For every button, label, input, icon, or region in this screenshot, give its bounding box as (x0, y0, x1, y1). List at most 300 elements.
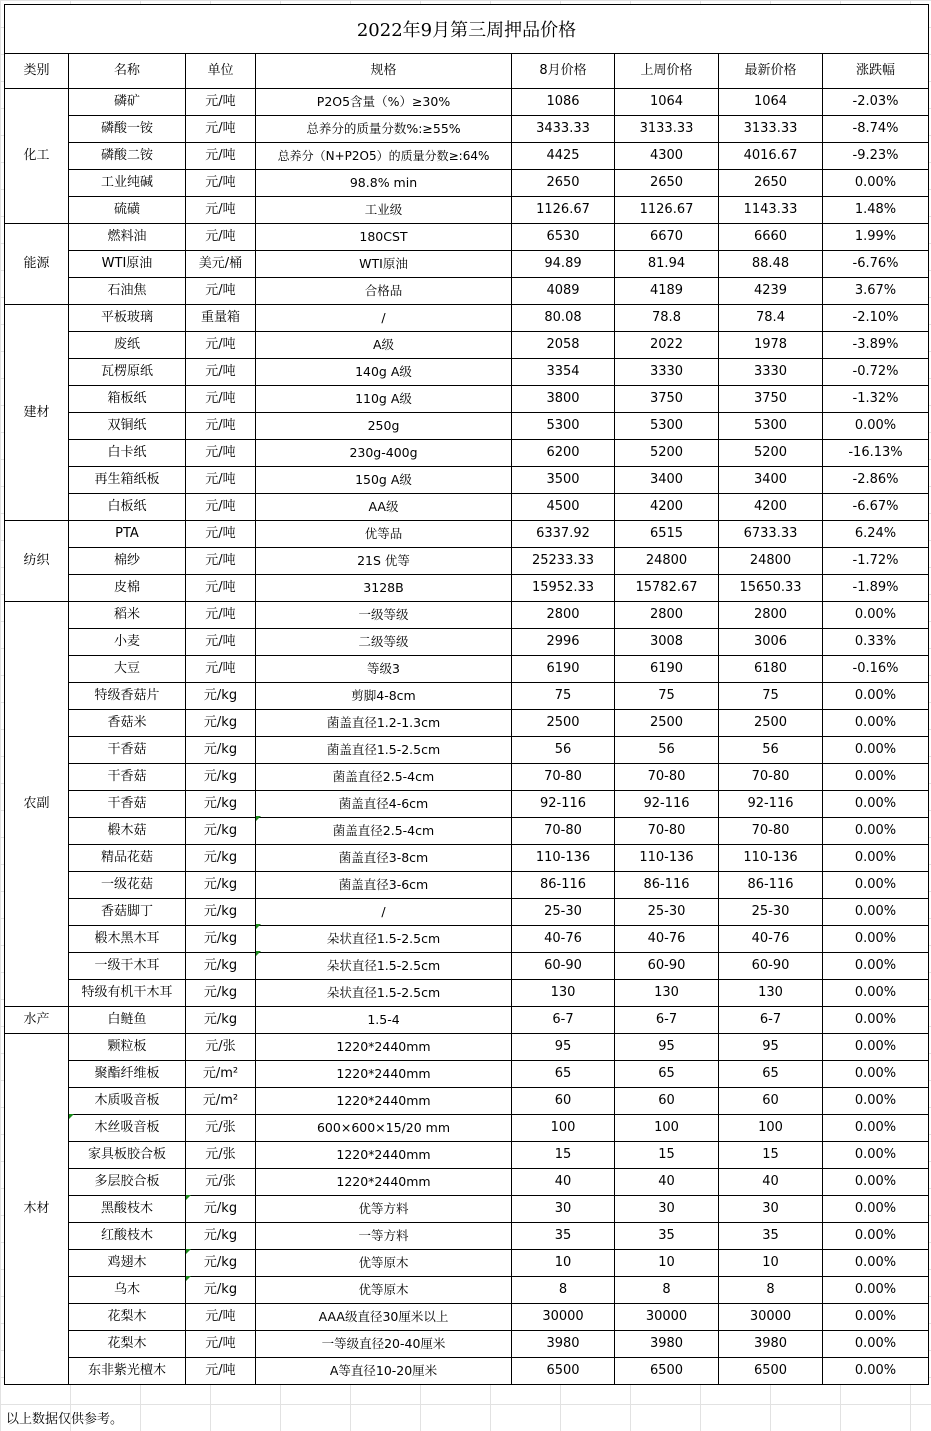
unit-cell[interactable]: 元/吨 (186, 386, 256, 413)
name-cell[interactable]: 木丝吸音板 (69, 1115, 186, 1142)
unit-cell[interactable]: 元/张 (186, 1115, 256, 1142)
last-week-price-cell[interactable]: 92-116 (615, 791, 719, 818)
name-cell[interactable]: PTA (69, 521, 186, 548)
unit-cell[interactable]: 元/吨 (186, 494, 256, 521)
change-cell[interactable]: 0.00% (823, 1088, 929, 1115)
last-week-price-cell[interactable]: 95 (615, 1034, 719, 1061)
aug-price-cell[interactable]: 2800 (512, 602, 615, 629)
latest-price-cell[interactable]: 88.48 (719, 251, 823, 278)
header-cell-change[interactable]: 涨跌幅 (823, 54, 929, 89)
latest-price-cell[interactable]: 92-116 (719, 791, 823, 818)
category-cell[interactable]: 水产 (5, 1007, 69, 1034)
last-week-price-cell[interactable]: 78.8 (615, 305, 719, 332)
comment-marker-icon[interactable] (186, 1249, 191, 1254)
unit-cell[interactable]: 元/m² (186, 1061, 256, 1088)
latest-price-cell[interactable]: 15 (719, 1142, 823, 1169)
name-cell[interactable]: 磷矿 (69, 89, 186, 116)
spec-cell[interactable]: A级 (256, 332, 512, 359)
category-cell[interactable]: 纺织 (5, 521, 69, 602)
aug-price-cell[interactable]: 100 (512, 1115, 615, 1142)
latest-price-cell[interactable]: 3133.33 (719, 116, 823, 143)
unit-cell[interactable]: 元/kg (186, 1196, 256, 1223)
aug-price-cell[interactable]: 10 (512, 1250, 615, 1277)
unit-cell[interactable]: 元/吨 (186, 629, 256, 656)
change-cell[interactable]: -0.72% (823, 359, 929, 386)
name-cell[interactable]: 小麦 (69, 629, 186, 656)
change-cell[interactable]: 0.00% (823, 683, 929, 710)
aug-price-cell[interactable]: 65 (512, 1061, 615, 1088)
change-cell[interactable]: -6.76% (823, 251, 929, 278)
name-cell[interactable]: 花梨木 (69, 1304, 186, 1331)
aug-price-cell[interactable]: 3354 (512, 359, 615, 386)
comment-marker-icon[interactable] (256, 951, 261, 956)
change-cell[interactable]: 0.00% (823, 953, 929, 980)
name-cell[interactable]: WTI原油 (69, 251, 186, 278)
name-cell[interactable]: 乌木 (69, 1277, 186, 1304)
latest-price-cell[interactable]: 25-30 (719, 899, 823, 926)
spec-cell[interactable]: 优等原木 (256, 1277, 512, 1304)
name-cell[interactable]: 白鲢鱼 (69, 1007, 186, 1034)
name-cell[interactable]: 精品花菇 (69, 845, 186, 872)
name-cell[interactable]: 硫磺 (69, 197, 186, 224)
change-cell[interactable]: 0.00% (823, 737, 929, 764)
latest-price-cell[interactable]: 8 (719, 1277, 823, 1304)
aug-price-cell[interactable]: 6500 (512, 1358, 615, 1385)
aug-price-cell[interactable]: 15952.33 (512, 575, 615, 602)
header-cell-category[interactable]: 类别 (5, 54, 69, 89)
change-cell[interactable]: 0.00% (823, 1223, 929, 1250)
latest-price-cell[interactable]: 86-116 (719, 872, 823, 899)
aug-price-cell[interactable]: 2500 (512, 710, 615, 737)
latest-price-cell[interactable]: 100 (719, 1115, 823, 1142)
aug-price-cell[interactable]: 35 (512, 1223, 615, 1250)
name-cell[interactable]: 香菇脚丁 (69, 899, 186, 926)
change-cell[interactable]: 0.00% (823, 1061, 929, 1088)
change-cell[interactable]: 0.00% (823, 602, 929, 629)
last-week-price-cell[interactable]: 10 (615, 1250, 719, 1277)
change-cell[interactable]: 6.24% (823, 521, 929, 548)
latest-price-cell[interactable]: 30000 (719, 1304, 823, 1331)
spec-cell[interactable]: 110g A级 (256, 386, 512, 413)
aug-price-cell[interactable]: 40 (512, 1169, 615, 1196)
comment-marker-icon[interactable] (186, 1276, 191, 1281)
latest-price-cell[interactable]: 24800 (719, 548, 823, 575)
spec-cell[interactable]: 一级等级 (256, 602, 512, 629)
spec-cell[interactable]: 朵状直径1.5-2.5cm (256, 980, 512, 1007)
spec-cell[interactable]: 一等级直径20-40厘米 (256, 1331, 512, 1358)
change-cell[interactable]: 0.00% (823, 1007, 929, 1034)
spec-cell[interactable]: 优等方料 (256, 1196, 512, 1223)
unit-cell[interactable]: 元/吨 (186, 197, 256, 224)
spec-cell[interactable]: 菌盖直径2.5-4cm (256, 818, 512, 845)
change-cell[interactable]: 0.00% (823, 1142, 929, 1169)
latest-price-cell[interactable]: 5200 (719, 440, 823, 467)
aug-price-cell[interactable]: 3800 (512, 386, 615, 413)
spec-cell[interactable]: 菌盖直径3-8cm (256, 845, 512, 872)
change-cell[interactable]: -1.32% (823, 386, 929, 413)
spec-cell[interactable]: 180CST (256, 224, 512, 251)
name-cell[interactable]: 棉纱 (69, 548, 186, 575)
latest-price-cell[interactable]: 4016.67 (719, 143, 823, 170)
category-cell[interactable]: 化工 (5, 89, 69, 224)
last-week-price-cell[interactable]: 6500 (615, 1358, 719, 1385)
unit-cell[interactable]: 元/kg (186, 953, 256, 980)
last-week-price-cell[interactable]: 4200 (615, 494, 719, 521)
aug-price-cell[interactable]: 5300 (512, 413, 615, 440)
aug-price-cell[interactable]: 94.89 (512, 251, 615, 278)
last-week-price-cell[interactable]: 30 (615, 1196, 719, 1223)
unit-cell[interactable]: 美元/桶 (186, 251, 256, 278)
name-cell[interactable]: 花梨木 (69, 1331, 186, 1358)
aug-price-cell[interactable]: 6190 (512, 656, 615, 683)
change-cell[interactable]: -2.03% (823, 89, 929, 116)
aug-price-cell[interactable]: 60 (512, 1088, 615, 1115)
latest-price-cell[interactable]: 3750 (719, 386, 823, 413)
spec-cell[interactable]: AAA级直径30厘米以上 (256, 1304, 512, 1331)
change-cell[interactable]: 0.00% (823, 872, 929, 899)
aug-price-cell[interactable]: 92-116 (512, 791, 615, 818)
latest-price-cell[interactable]: 75 (719, 683, 823, 710)
unit-cell[interactable]: 元/kg (186, 791, 256, 818)
change-cell[interactable]: 0.00% (823, 899, 929, 926)
last-week-price-cell[interactable]: 1064 (615, 89, 719, 116)
category-cell[interactable]: 建材 (5, 305, 69, 521)
unit-cell[interactable]: 元/kg (186, 1007, 256, 1034)
aug-price-cell[interactable]: 15 (512, 1142, 615, 1169)
latest-price-cell[interactable]: 2800 (719, 602, 823, 629)
name-cell[interactable]: 燃料油 (69, 224, 186, 251)
unit-cell[interactable]: 元/吨 (186, 548, 256, 575)
latest-price-cell[interactable]: 6733.33 (719, 521, 823, 548)
change-cell[interactable]: 0.00% (823, 1250, 929, 1277)
change-cell[interactable]: 0.00% (823, 1304, 929, 1331)
unit-cell[interactable]: 元/kg (186, 899, 256, 926)
last-week-price-cell[interactable]: 70-80 (615, 764, 719, 791)
aug-price-cell[interactable]: 2650 (512, 170, 615, 197)
latest-price-cell[interactable]: 3400 (719, 467, 823, 494)
aug-price-cell[interactable]: 1126.67 (512, 197, 615, 224)
header-cell-aug-price[interactable]: 8月价格 (512, 54, 615, 89)
last-week-price-cell[interactable]: 6-7 (615, 1007, 719, 1034)
last-week-price-cell[interactable]: 3750 (615, 386, 719, 413)
latest-price-cell[interactable]: 1978 (719, 332, 823, 359)
aug-price-cell[interactable]: 2996 (512, 629, 615, 656)
change-cell[interactable]: -1.89% (823, 575, 929, 602)
unit-cell[interactable]: 重量箱 (186, 305, 256, 332)
category-cell[interactable]: 能源 (5, 224, 69, 305)
last-week-price-cell[interactable]: 60-90 (615, 953, 719, 980)
spec-cell[interactable]: 菌盖直径1.5-2.5cm (256, 737, 512, 764)
last-week-price-cell[interactable]: 24800 (615, 548, 719, 575)
spec-cell[interactable]: 菌盖直径4-6cm (256, 791, 512, 818)
unit-cell[interactable]: 元/张 (186, 1034, 256, 1061)
unit-cell[interactable]: 元/吨 (186, 1304, 256, 1331)
spec-cell[interactable]: 总养分（N+P2O5）的质量分数≥:64% (256, 143, 512, 170)
aug-price-cell[interactable]: 25233.33 (512, 548, 615, 575)
last-week-price-cell[interactable]: 70-80 (615, 818, 719, 845)
name-cell[interactable]: 东非紫光檀木 (69, 1358, 186, 1385)
latest-price-cell[interactable]: 65 (719, 1061, 823, 1088)
name-cell[interactable]: 石油焦 (69, 278, 186, 305)
spec-cell[interactable]: 合格品 (256, 278, 512, 305)
unit-cell[interactable]: 元/吨 (186, 170, 256, 197)
latest-price-cell[interactable]: 6660 (719, 224, 823, 251)
last-week-price-cell[interactable]: 130 (615, 980, 719, 1007)
last-week-price-cell[interactable]: 110-136 (615, 845, 719, 872)
spec-cell[interactable]: 菌盖直径2.5-4cm (256, 764, 512, 791)
change-cell[interactable]: 0.00% (823, 845, 929, 872)
name-cell[interactable]: 干香菇 (69, 791, 186, 818)
name-cell[interactable]: 一级干木耳 (69, 953, 186, 980)
last-week-price-cell[interactable]: 56 (615, 737, 719, 764)
name-cell[interactable]: 磷酸一铵 (69, 116, 186, 143)
unit-cell[interactable]: 元/吨 (186, 89, 256, 116)
aug-price-cell[interactable]: 2058 (512, 332, 615, 359)
latest-price-cell[interactable]: 95 (719, 1034, 823, 1061)
unit-cell[interactable]: 元/kg (186, 1250, 256, 1277)
name-cell[interactable]: 多层胶合板 (69, 1169, 186, 1196)
change-cell[interactable]: 0.00% (823, 1277, 929, 1304)
aug-price-cell[interactable]: 60-90 (512, 953, 615, 980)
header-cell-name[interactable]: 名称 (69, 54, 186, 89)
name-cell[interactable]: 香菇米 (69, 710, 186, 737)
last-week-price-cell[interactable]: 6515 (615, 521, 719, 548)
name-cell[interactable]: 特级香菇片 (69, 683, 186, 710)
last-week-price-cell[interactable]: 2800 (615, 602, 719, 629)
spec-cell[interactable]: 一等方料 (256, 1223, 512, 1250)
spec-cell[interactable]: / (256, 899, 512, 926)
last-week-price-cell[interactable]: 60 (615, 1088, 719, 1115)
unit-cell[interactable]: 元/kg (186, 737, 256, 764)
latest-price-cell[interactable]: 30 (719, 1196, 823, 1223)
aug-price-cell[interactable]: 70-80 (512, 818, 615, 845)
change-cell[interactable]: 0.00% (823, 764, 929, 791)
name-cell[interactable]: 磷酸二铵 (69, 143, 186, 170)
name-cell[interactable]: 干香菇 (69, 764, 186, 791)
aug-price-cell[interactable]: 3500 (512, 467, 615, 494)
unit-cell[interactable]: 元/吨 (186, 278, 256, 305)
last-week-price-cell[interactable]: 100 (615, 1115, 719, 1142)
latest-price-cell[interactable]: 4239 (719, 278, 823, 305)
name-cell[interactable]: 白卡纸 (69, 440, 186, 467)
aug-price-cell[interactable]: 95 (512, 1034, 615, 1061)
aug-price-cell[interactable]: 70-80 (512, 764, 615, 791)
unit-cell[interactable]: 元/m² (186, 1088, 256, 1115)
header-cell-spec[interactable]: 规格 (256, 54, 512, 89)
unit-cell[interactable]: 元/吨 (186, 467, 256, 494)
last-week-price-cell[interactable]: 3133.33 (615, 116, 719, 143)
latest-price-cell[interactable]: 4200 (719, 494, 823, 521)
aug-price-cell[interactable]: 8 (512, 1277, 615, 1304)
comment-marker-icon[interactable] (69, 1114, 74, 1119)
unit-cell[interactable]: 元/吨 (186, 143, 256, 170)
last-week-price-cell[interactable]: 6670 (615, 224, 719, 251)
change-cell[interactable]: 0.00% (823, 1358, 929, 1385)
last-week-price-cell[interactable]: 86-116 (615, 872, 719, 899)
unit-cell[interactable]: 元/吨 (186, 521, 256, 548)
unit-cell[interactable]: 元/kg (186, 1223, 256, 1250)
name-cell[interactable]: 皮棉 (69, 575, 186, 602)
change-cell[interactable]: 0.00% (823, 1331, 929, 1358)
change-cell[interactable]: -2.10% (823, 305, 929, 332)
unit-cell[interactable]: 元/kg (186, 872, 256, 899)
aug-price-cell[interactable]: 4425 (512, 143, 615, 170)
aug-price-cell[interactable]: 30000 (512, 1304, 615, 1331)
latest-price-cell[interactable]: 110-136 (719, 845, 823, 872)
spec-cell[interactable]: 工业级 (256, 197, 512, 224)
spec-cell[interactable]: P2O5含量（%）≥30% (256, 89, 512, 116)
name-cell[interactable]: 双铜纸 (69, 413, 186, 440)
spec-cell[interactable]: 600×600×15/20 mm (256, 1115, 512, 1142)
name-cell[interactable]: 木质吸音板 (69, 1088, 186, 1115)
change-cell[interactable]: 0.00% (823, 791, 929, 818)
latest-price-cell[interactable]: 15650.33 (719, 575, 823, 602)
latest-price-cell[interactable]: 2500 (719, 710, 823, 737)
change-cell[interactable]: 0.00% (823, 980, 929, 1007)
name-cell[interactable]: 特级有机干木耳 (69, 980, 186, 1007)
last-week-price-cell[interactable]: 35 (615, 1223, 719, 1250)
aug-price-cell[interactable]: 30 (512, 1196, 615, 1223)
spec-cell[interactable]: 等级3 (256, 656, 512, 683)
spec-cell[interactable]: 21S 优等 (256, 548, 512, 575)
spec-cell[interactable]: 1220*2440mm (256, 1061, 512, 1088)
latest-price-cell[interactable]: 60-90 (719, 953, 823, 980)
unit-cell[interactable]: 元/吨 (186, 656, 256, 683)
aug-price-cell[interactable]: 3433.33 (512, 116, 615, 143)
name-cell[interactable]: 瓦楞原纸 (69, 359, 186, 386)
category-cell[interactable]: 木材 (5, 1034, 69, 1385)
change-cell[interactable]: 0.00% (823, 413, 929, 440)
unit-cell[interactable]: 元/吨 (186, 116, 256, 143)
last-week-price-cell[interactable]: 3330 (615, 359, 719, 386)
unit-cell[interactable]: 元/kg (186, 818, 256, 845)
last-week-price-cell[interactable]: 3008 (615, 629, 719, 656)
last-week-price-cell[interactable]: 75 (615, 683, 719, 710)
spec-cell[interactable]: 140g A级 (256, 359, 512, 386)
unit-cell[interactable]: 元/张 (186, 1142, 256, 1169)
unit-cell[interactable]: 元/kg (186, 980, 256, 1007)
spec-cell[interactable]: 1.5-4 (256, 1007, 512, 1034)
unit-cell[interactable]: 元/吨 (186, 413, 256, 440)
change-cell[interactable]: -2.86% (823, 467, 929, 494)
aug-price-cell[interactable]: 4089 (512, 278, 615, 305)
spec-cell[interactable]: 朵状直径1.5-2.5cm (256, 926, 512, 953)
change-cell[interactable]: -0.16% (823, 656, 929, 683)
last-week-price-cell[interactable]: 15 (615, 1142, 719, 1169)
change-cell[interactable]: 1.48% (823, 197, 929, 224)
name-cell[interactable]: 大豆 (69, 656, 186, 683)
spec-cell[interactable]: 1220*2440mm (256, 1142, 512, 1169)
name-cell[interactable]: 白板纸 (69, 494, 186, 521)
comment-marker-icon[interactable] (256, 924, 261, 929)
last-week-price-cell[interactable]: 1126.67 (615, 197, 719, 224)
last-week-price-cell[interactable]: 3980 (615, 1331, 719, 1358)
spec-cell[interactable]: 优等品 (256, 521, 512, 548)
aug-price-cell[interactable]: 86-116 (512, 872, 615, 899)
unit-cell[interactable]: 元/吨 (186, 575, 256, 602)
name-cell[interactable]: 一级花菇 (69, 872, 186, 899)
aug-price-cell[interactable]: 110-136 (512, 845, 615, 872)
name-cell[interactable]: 废纸 (69, 332, 186, 359)
change-cell[interactable]: 0.00% (823, 1034, 929, 1061)
latest-price-cell[interactable]: 70-80 (719, 818, 823, 845)
last-week-price-cell[interactable]: 3400 (615, 467, 719, 494)
last-week-price-cell[interactable]: 2650 (615, 170, 719, 197)
change-cell[interactable]: 0.00% (823, 1169, 929, 1196)
comment-marker-icon[interactable] (186, 1195, 191, 1200)
aug-price-cell[interactable]: 1086 (512, 89, 615, 116)
spec-cell[interactable]: 250g (256, 413, 512, 440)
latest-price-cell[interactable]: 3980 (719, 1331, 823, 1358)
last-week-price-cell[interactable]: 30000 (615, 1304, 719, 1331)
aug-price-cell[interactable]: 130 (512, 980, 615, 1007)
last-week-price-cell[interactable]: 40-76 (615, 926, 719, 953)
unit-cell[interactable]: 元/吨 (186, 332, 256, 359)
name-cell[interactable]: 家具板胶合板 (69, 1142, 186, 1169)
last-week-price-cell[interactable]: 5200 (615, 440, 719, 467)
change-cell[interactable]: 0.00% (823, 1115, 929, 1142)
latest-price-cell[interactable]: 6500 (719, 1358, 823, 1385)
change-cell[interactable]: -16.13% (823, 440, 929, 467)
last-week-price-cell[interactable]: 81.94 (615, 251, 719, 278)
spec-cell[interactable]: 总养分的质量分数%:≥55% (256, 116, 512, 143)
latest-price-cell[interactable]: 1143.33 (719, 197, 823, 224)
change-cell[interactable]: -1.72% (823, 548, 929, 575)
unit-cell[interactable]: 元/吨 (186, 602, 256, 629)
spec-cell[interactable]: 剪脚4-8cm (256, 683, 512, 710)
last-week-price-cell[interactable]: 2022 (615, 332, 719, 359)
unit-cell[interactable]: 元/kg (186, 710, 256, 737)
latest-price-cell[interactable]: 40 (719, 1169, 823, 1196)
latest-price-cell[interactable]: 78.4 (719, 305, 823, 332)
change-cell[interactable]: -6.67% (823, 494, 929, 521)
change-cell[interactable]: 0.00% (823, 1196, 929, 1223)
last-week-price-cell[interactable]: 5300 (615, 413, 719, 440)
spec-cell[interactable]: A等直径10-20厘米 (256, 1358, 512, 1385)
unit-cell[interactable]: 元/kg (186, 1277, 256, 1304)
spec-cell[interactable]: WTI原油 (256, 251, 512, 278)
name-cell[interactable]: 椴木黑木耳 (69, 926, 186, 953)
change-cell[interactable]: 0.00% (823, 710, 929, 737)
spec-cell[interactable]: / (256, 305, 512, 332)
latest-price-cell[interactable]: 5300 (719, 413, 823, 440)
name-cell[interactable]: 箱板纸 (69, 386, 186, 413)
latest-price-cell[interactable]: 10 (719, 1250, 823, 1277)
aug-price-cell[interactable]: 6200 (512, 440, 615, 467)
header-cell-latest-price[interactable]: 最新价格 (719, 54, 823, 89)
latest-price-cell[interactable]: 3006 (719, 629, 823, 656)
latest-price-cell[interactable]: 60 (719, 1088, 823, 1115)
name-cell[interactable]: 再生箱纸板 (69, 467, 186, 494)
name-cell[interactable]: 黑酸枝木 (69, 1196, 186, 1223)
name-cell[interactable]: 工业纯碱 (69, 170, 186, 197)
spec-cell[interactable]: 98.8% min (256, 170, 512, 197)
spec-cell[interactable]: 朵状直径1.5-2.5cm (256, 953, 512, 980)
latest-price-cell[interactable]: 3330 (719, 359, 823, 386)
last-week-price-cell[interactable]: 25-30 (615, 899, 719, 926)
latest-price-cell[interactable]: 70-80 (719, 764, 823, 791)
unit-cell[interactable]: 元/kg (186, 764, 256, 791)
unit-cell[interactable]: 元/kg (186, 845, 256, 872)
spec-cell[interactable]: AA级 (256, 494, 512, 521)
aug-price-cell[interactable]: 6337.92 (512, 521, 615, 548)
latest-price-cell[interactable]: 2650 (719, 170, 823, 197)
spec-cell[interactable]: 菌盖直径1.2-1.3cm (256, 710, 512, 737)
spec-cell[interactable]: 优等原木 (256, 1250, 512, 1277)
unit-cell[interactable]: 元/吨 (186, 1358, 256, 1385)
change-cell[interactable]: -3.89% (823, 332, 929, 359)
latest-price-cell[interactable]: 6-7 (719, 1007, 823, 1034)
